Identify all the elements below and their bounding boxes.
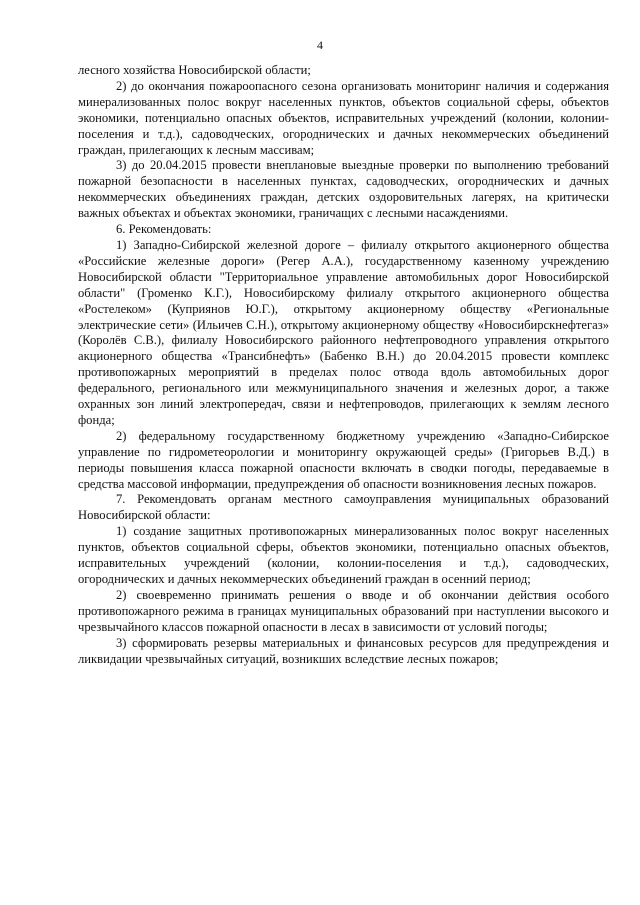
paragraph-item-6-2: 2) федеральному государственному бюджетному учреждению «Западно-Сибирское управление по гидрометеорологии и мониторингу окружающей среды» (Григорьев В.Д.) в периоды повышения класса пожарной опасности включать в сводки погоды, передаваемые в средства массовой информации, предупреждения об опасности возникновения лесных пожаров. bbox=[78, 428, 609, 491]
paragraph-item-7-2: 2) своевременно принимать решения о вводе и об окончании действия особого противопожарного режима в границах муниципальных образований при наступлении высокого и чрезвычайного классов пожарной опасности в лесах в зависимости от условий погоды; bbox=[78, 587, 609, 634]
paragraph-item-5-2: 2) до окончания пожароопасного сезона организовать мониторинг наличия и содержания минерализованных полос вокруг населенных пунктов, объектов социальной сферы, объектов экономики, потенциально опасных объектов, исправительных учреждений (колонии, колонии-поселения и т.д.), садоводческих, огороднических и дачных некоммерческих объединений граждан, прилегающих к лесным массивам; bbox=[78, 78, 609, 157]
section-heading-6: 6. Рекомендовать: bbox=[116, 222, 212, 237]
page-number: 4 bbox=[317, 38, 323, 52]
paragraph-item-7-1: 1) создание защитных противопожарных минерализованных полос вокруг населенных пунктов, объектов социальной сферы, объектов экономики, потенциально опасных объектов, исправительных учреждений (колонии, колонии-поселения и т.д.), садоводческих, огороднических и дачных некоммерческих объединений граждан в осенний период; bbox=[78, 524, 609, 586]
paragraph-item-5-3: 3) до 20.04.2015 провести внеплановые выездные проверки по выполнению требований пожарной безопасности в населенных пунктах, садоводческих, огороднических и дачных некоммерческих объединениях граждан, детских оздоровительных лагерях, на критически важных объектах и объектах экономики, граничащих с лесными насаждениями. bbox=[78, 158, 609, 221]
section-heading-7: 7. Рекомендовать органам местного самоуправления муниципальных образований Новосибирской области: bbox=[78, 492, 609, 523]
paragraph-item-6-1: 1) Западно-Сибирской железной дороге – филиалу открытого акционерного общества «Российские железные дороги» (Регер А.А.), государственному казенному учреждению Новосибирской области "Территориальное управление автомобильных дорог Новосибирской области" (Громенко К.Г.), Новосибирскому филиалу открытого акционерного общества «Ростелеком» (Куприянов Ю.Г.), открытому акционерному обществу «Региональные электрические сети» (Ильичев С.Н.), открытому акционерному обществу «Новосибирскнефтегаз» (Королёв С.В.), филиалу Новосибирского районного нефтепроводного управления открытого акционерного общества «Трансибнефть» (Бабенко В.Н.) до 20.04.2015 провести комплекс противопожарных мероприятий в пределах полос отвода вдоль автомобильных дорог федерального, регионального или межмуниципального значения и железных дорог, а также охранных зон линий электропередач, связи и нефтепроводов, прилегающих к землям лесного фонда; bbox=[78, 237, 609, 427]
document-body bbox=[78, 63, 609, 667]
paragraph-continuation: лесного хозяйства Новосибирской области; bbox=[78, 63, 311, 77]
paragraph-item-7-3: 3) сформировать резервы материальных и финансовых ресурсов для предупреждения и ликвидации чрезвычайных ситуаций, возникших вследствие лесных пожаров; bbox=[78, 635, 609, 666]
